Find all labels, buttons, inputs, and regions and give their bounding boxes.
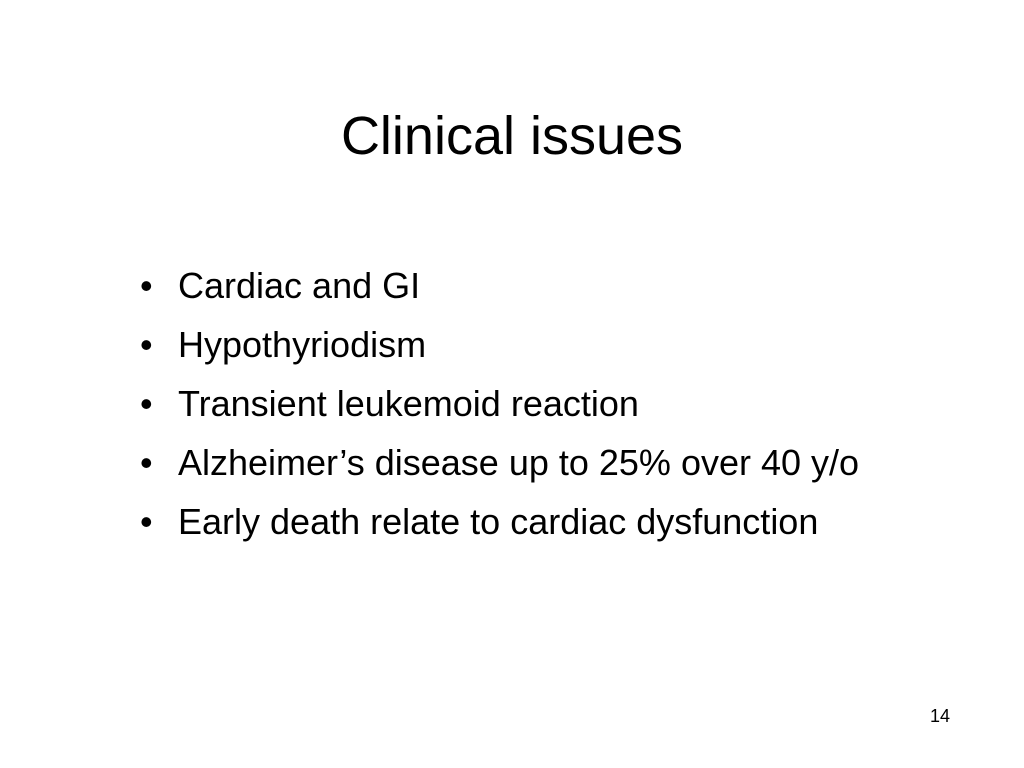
- bullet-text: Early death relate to cardiac dysfunction: [178, 501, 819, 542]
- slide-title: Clinical issues: [340, 106, 684, 166]
- bullet-item: [140, 262, 1000, 310]
- bullet-text: Hypothyriodism: [178, 324, 427, 365]
- bullet-item: [140, 380, 1000, 428]
- bullet-dot-icon: •: [140, 383, 153, 424]
- bullet-item: [140, 439, 1000, 487]
- bullet-text: Alzheimer’s disease up to 25% over 40 y/o: [178, 442, 860, 483]
- bullet-dot-icon: •: [140, 324, 153, 365]
- page-number: 14: [929, 706, 950, 726]
- bullet-text: Transient leukemoid reaction: [178, 383, 639, 424]
- bullet-text: Cardiac and GI: [178, 265, 421, 306]
- bullet-dot-icon: •: [140, 501, 153, 542]
- bullet-dot-icon: •: [140, 265, 153, 306]
- bullet-dot-icon: •: [140, 442, 153, 483]
- bullet-item: [140, 498, 1000, 546]
- bullet-list: [140, 262, 1000, 557]
- bullet-item: [140, 321, 1000, 369]
